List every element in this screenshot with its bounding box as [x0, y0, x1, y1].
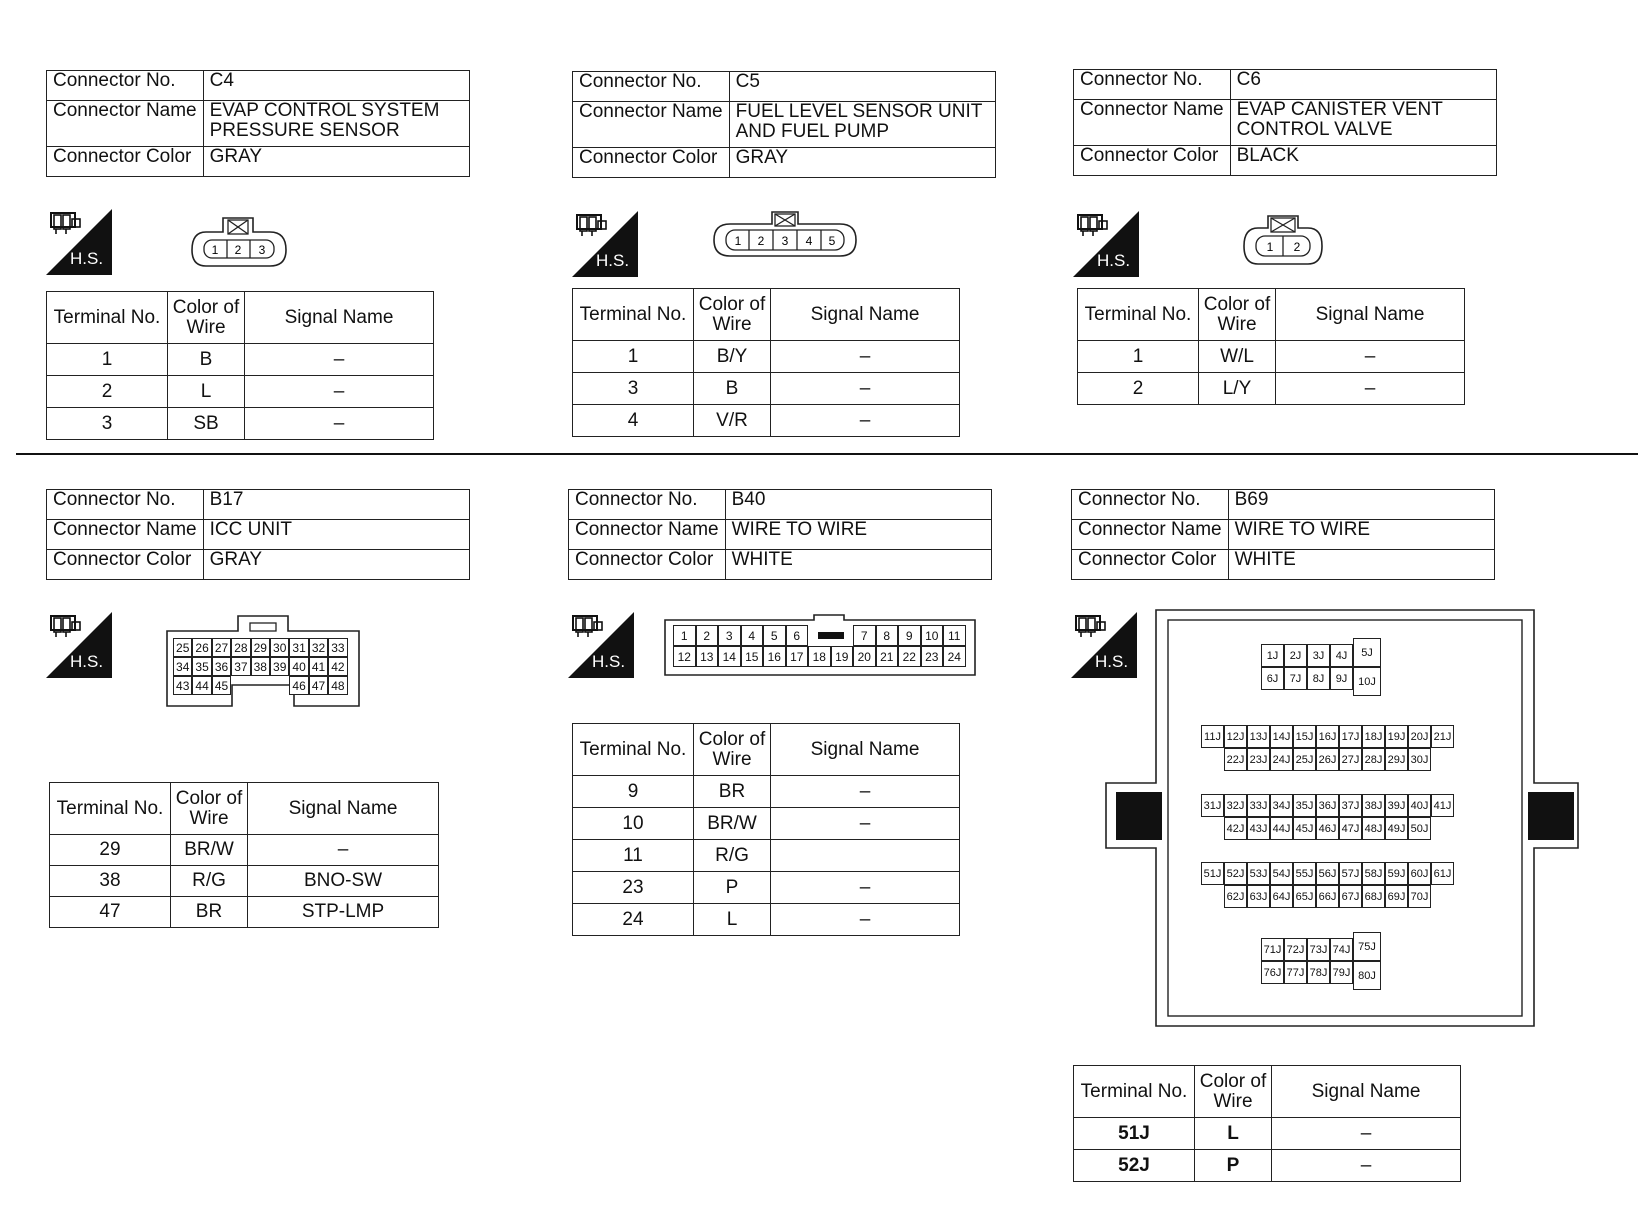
pin-6J: 6J — [1261, 667, 1284, 690]
connector-no-value: C5 — [729, 72, 995, 102]
connector-face-b40 — [664, 614, 976, 676]
pin-12J: 12J — [1224, 725, 1247, 748]
pin-63J: 63J — [1247, 885, 1270, 908]
pin-13J: 13J — [1247, 725, 1270, 748]
pin-68J: 68J — [1362, 885, 1385, 908]
signal-name-header: Signal Name — [1276, 289, 1465, 341]
pin-24: 24 — [943, 646, 966, 667]
pin-11: 11 — [943, 625, 966, 646]
connector-name-label: Connector Name — [573, 102, 730, 148]
hs-label: H.S. — [592, 652, 626, 671]
pin-40J: 40J — [1408, 794, 1431, 817]
hs-label: H.S. — [70, 652, 104, 671]
pin-4J: 4J — [1330, 644, 1353, 667]
pin-11J: 11J — [1201, 725, 1224, 748]
pin-9J: 9J — [1330, 667, 1353, 690]
connector-no-label: Connector No. — [47, 490, 204, 520]
signal-name-header: Signal Name — [771, 724, 960, 776]
pin-36: 36 — [212, 657, 231, 676]
pin-12: 12 — [673, 646, 696, 667]
pin-61J: 61J — [1431, 862, 1454, 885]
pin-6: 6 — [786, 625, 809, 646]
connector-name-value: EVAP CONTROL SYSTEM PRESSURE SENSOR — [203, 101, 469, 147]
connector-name-value: ICC UNIT — [203, 520, 469, 550]
connector-no-value: B69 — [1228, 490, 1494, 520]
pin-label: 3 — [258, 243, 266, 257]
connector-no-value: B17 — [203, 490, 469, 520]
connector-no-value: B40 — [725, 490, 991, 520]
hs-label: H.S. — [70, 249, 104, 268]
pin-19: 19 — [831, 646, 854, 667]
terminal-table-b17 — [49, 782, 439, 928]
terminal-table-b40 — [572, 723, 960, 936]
table-row: 24 L – — [573, 904, 960, 936]
table-row: 3 B – — [573, 373, 960, 405]
pin-45J: 45J — [1293, 817, 1316, 840]
wire-color-header: Color of Wire — [1195, 1066, 1272, 1118]
pin-45: 45 — [212, 676, 231, 695]
wire-color-header: Color of Wire — [1199, 289, 1276, 341]
pin-24J: 24J — [1270, 748, 1293, 771]
pin-42: 42 — [328, 657, 347, 676]
hs-icon — [572, 211, 638, 277]
pin-59J: 59J — [1385, 862, 1408, 885]
pin-62J: 62J — [1224, 885, 1247, 908]
connector-name-value: WIRE TO WIRE — [725, 520, 991, 550]
pin-16J: 16J — [1316, 725, 1339, 748]
pin-44: 44 — [192, 676, 211, 695]
table-row: 2 L/Y – — [1078, 373, 1465, 405]
connector-no-label: Connector No. — [47, 71, 204, 101]
pin-65J: 65J — [1293, 885, 1316, 908]
connector-color-label: Connector Color — [47, 550, 204, 580]
pin-72J: 72J — [1284, 938, 1307, 961]
pin-39J: 39J — [1385, 794, 1408, 817]
pin-28: 28 — [231, 638, 250, 657]
pin-15: 15 — [741, 646, 764, 667]
pin-78J: 78J — [1307, 961, 1330, 984]
terminal-table-c4 — [46, 291, 434, 440]
connector-name-label: Connector Name — [47, 520, 204, 550]
wire-color-header: Color of Wire — [171, 783, 248, 835]
pin-41J: 41J — [1431, 794, 1454, 817]
pin-20: 20 — [853, 646, 876, 667]
table-row: 4 V/R – — [573, 405, 960, 437]
pin-29J: 29J — [1385, 748, 1408, 771]
pin-8: 8 — [876, 625, 899, 646]
pin-77J: 77J — [1284, 961, 1307, 984]
pin-17J: 17J — [1339, 725, 1362, 748]
connector-no-label: Connector No. — [1074, 70, 1231, 100]
pin-35: 35 — [192, 657, 211, 676]
pin-48J: 48J — [1362, 817, 1385, 840]
section-divider — [16, 453, 1638, 455]
pin-18: 18 — [808, 646, 831, 667]
connector-no-label: Connector No. — [1072, 490, 1229, 520]
pin-30J: 30J — [1408, 748, 1431, 771]
pin-34: 34 — [173, 657, 192, 676]
connector-color-value: GRAY — [203, 147, 469, 177]
table-row: 1 B/Y – — [573, 341, 960, 373]
connector-info-c4 — [46, 70, 470, 177]
pin-3J: 3J — [1307, 644, 1330, 667]
connector-color-label: Connector Color — [47, 147, 204, 177]
table-row: 11 R/G — [573, 840, 960, 872]
pin-32J: 32J — [1224, 794, 1247, 817]
pin-75J: 75J — [1353, 932, 1381, 961]
connector-face-c4 — [190, 214, 288, 270]
pin-4: 4 — [741, 625, 764, 646]
terminal-no-header: Terminal No. — [47, 292, 168, 344]
pin-53J: 53J — [1247, 862, 1270, 885]
pin-21: 21 — [876, 646, 899, 667]
pin-33J: 33J — [1247, 794, 1270, 817]
pin-52J: 52J — [1224, 862, 1247, 885]
pin-26: 26 — [192, 638, 211, 657]
connector-name-label: Connector Name — [47, 101, 204, 147]
pin-33: 33 — [328, 638, 347, 657]
connector-color-value: BLACK — [1230, 146, 1496, 176]
pin-35J: 35J — [1293, 794, 1316, 817]
connector-color-label: Connector Color — [573, 148, 730, 178]
pin-23J: 23J — [1247, 748, 1270, 771]
pin-21J: 21J — [1431, 725, 1454, 748]
pin-47: 47 — [309, 676, 328, 695]
connector-color-label: Connector Color — [569, 550, 726, 580]
terminal-no-header: Terminal No. — [1078, 289, 1199, 341]
connector-info-c6 — [1073, 69, 1497, 176]
pin-38: 38 — [251, 657, 270, 676]
pin-19J: 19J — [1385, 725, 1408, 748]
table-row: 38 R/G BNO-SW — [50, 866, 439, 897]
hs-icon — [1073, 211, 1139, 277]
connector-name-label: Connector Name — [1072, 520, 1229, 550]
table-row: 23 P – — [573, 872, 960, 904]
terminal-no-header: Terminal No. — [573, 724, 694, 776]
pin-64J: 64J — [1270, 885, 1293, 908]
pin-label: 2 — [757, 234, 765, 248]
pin-3: 3 — [718, 625, 741, 646]
pin-9: 9 — [898, 625, 921, 646]
pin-58J: 58J — [1362, 862, 1385, 885]
connector-color-value: WHITE — [1228, 550, 1494, 580]
pin-46J: 46J — [1316, 817, 1339, 840]
pin-label: 1 — [1266, 240, 1274, 254]
pin-27: 27 — [212, 638, 231, 657]
pin-39: 39 — [270, 657, 289, 676]
hs-label: H.S. — [1097, 251, 1131, 270]
pin-10J: 10J — [1353, 667, 1381, 696]
pin-31J: 31J — [1201, 794, 1224, 817]
pin-36J: 36J — [1316, 794, 1339, 817]
pin-37J: 37J — [1339, 794, 1362, 817]
pin-label: 2 — [1293, 240, 1301, 254]
pin-10: 10 — [921, 625, 944, 646]
pin-67J: 67J — [1339, 885, 1362, 908]
pin-41: 41 — [309, 657, 328, 676]
connector-color-label: Connector Color — [1072, 550, 1229, 580]
pin-30: 30 — [270, 638, 289, 657]
pin-17: 17 — [786, 646, 809, 667]
pin-50J: 50J — [1408, 817, 1431, 840]
pin-71J: 71J — [1261, 938, 1284, 961]
connector-info-b40 — [568, 489, 992, 580]
connector-no-label: Connector No. — [573, 72, 730, 102]
signal-name-header: Signal Name — [1272, 1066, 1461, 1118]
table-row: 1 B – — [47, 344, 434, 376]
pin-48: 48 — [328, 676, 347, 695]
pin-label: 2 — [234, 243, 242, 257]
pin-44J: 44J — [1270, 817, 1293, 840]
terminal-table-b69 — [1073, 1065, 1461, 1182]
pin-54J: 54J — [1270, 862, 1293, 885]
pin-74J: 74J — [1330, 938, 1353, 961]
pin-label: 1 — [734, 234, 742, 248]
connector-face-b17 — [166, 615, 360, 707]
pin-31: 31 — [289, 638, 308, 657]
pin-1: 1 — [673, 625, 696, 646]
pin-5: 5 — [763, 625, 786, 646]
pin-46: 46 — [289, 676, 308, 695]
table-row: 29 BR/W – — [50, 835, 439, 866]
pin-49J: 49J — [1385, 817, 1408, 840]
pin-22: 22 — [898, 646, 921, 667]
signal-name-header: Signal Name — [771, 289, 960, 341]
pin-16: 16 — [763, 646, 786, 667]
pin-55J: 55J — [1293, 862, 1316, 885]
pin-57J: 57J — [1339, 862, 1362, 885]
pin-15J: 15J — [1293, 725, 1316, 748]
connector-color-value: GRAY — [729, 148, 995, 178]
pin-40: 40 — [289, 657, 308, 676]
pin-5J: 5J — [1353, 638, 1381, 667]
signal-name-header: Signal Name — [248, 783, 439, 835]
pin-42J: 42J — [1224, 817, 1247, 840]
pin-73J: 73J — [1307, 938, 1330, 961]
pin-20J: 20J — [1408, 725, 1431, 748]
pin-25J: 25J — [1293, 748, 1316, 771]
connector-no-value: C4 — [203, 71, 469, 101]
pin-32: 32 — [309, 638, 328, 657]
pin-60J: 60J — [1408, 862, 1431, 885]
connector-color-label: Connector Color — [1074, 146, 1231, 176]
pin-label: 1 — [211, 243, 219, 257]
pin-76J: 76J — [1261, 961, 1284, 984]
wire-color-header: Color of Wire — [694, 724, 771, 776]
pin-13: 13 — [696, 646, 719, 667]
terminal-table-c6 — [1077, 288, 1465, 405]
connector-name-label: Connector Name — [1074, 100, 1231, 146]
connector-name-value: FUEL LEVEL SENSOR UNIT AND FUEL PUMP — [729, 102, 995, 148]
pin-70J: 70J — [1408, 885, 1431, 908]
terminal-no-header: Terminal No. — [573, 289, 694, 341]
connector-info-b17 — [46, 489, 470, 580]
hs-icon — [46, 612, 112, 678]
pin-29: 29 — [251, 638, 270, 657]
pin-18J: 18J — [1362, 725, 1385, 748]
connector-color-value: WHITE — [725, 550, 991, 580]
pin-34J: 34J — [1270, 794, 1293, 817]
pin-1J: 1J — [1261, 644, 1284, 667]
connector-face-c5 — [712, 210, 858, 260]
hs-label: H.S. — [596, 251, 630, 270]
wire-color-header: Color of Wire — [694, 289, 771, 341]
pin-28J: 28J — [1362, 748, 1385, 771]
pin-27J: 27J — [1339, 748, 1362, 771]
table-row: 51J L – — [1074, 1118, 1461, 1150]
pin-2J: 2J — [1284, 644, 1307, 667]
connector-name-value: WIRE TO WIRE — [1228, 520, 1494, 550]
pin-25: 25 — [173, 638, 192, 657]
connector-name-label: Connector Name — [569, 520, 726, 550]
pin-47J: 47J — [1339, 817, 1362, 840]
connector-color-value: GRAY — [203, 550, 469, 580]
pin-label: 4 — [805, 234, 813, 248]
pin-7: 7 — [853, 625, 876, 646]
terminal-no-header: Terminal No. — [1074, 1066, 1195, 1118]
wire-color-header: Color of Wire — [168, 292, 245, 344]
table-row: 1 W/L – — [1078, 341, 1465, 373]
connector-info-b69 — [1071, 489, 1495, 580]
pin-8J: 8J — [1307, 667, 1330, 690]
pin-79J: 79J — [1330, 961, 1353, 984]
pin-51J: 51J — [1201, 862, 1224, 885]
pin-56J: 56J — [1316, 862, 1339, 885]
pin-label: 5 — [828, 234, 836, 248]
pin-22J: 22J — [1224, 748, 1247, 771]
connector-no-value: C6 — [1230, 70, 1496, 100]
pin-69J: 69J — [1385, 885, 1408, 908]
connector-info-c5 — [572, 71, 996, 178]
connector-name-value: EVAP CANISTER VENT CONTROL VALVE — [1230, 100, 1496, 146]
pin-2: 2 — [696, 625, 719, 646]
table-row: 3 SB – — [47, 408, 434, 440]
pin-37: 37 — [231, 657, 250, 676]
pin-23: 23 — [921, 646, 944, 667]
table-row: 10 BR/W – — [573, 808, 960, 840]
connector-face-c6 — [1242, 212, 1324, 268]
table-row: 47 BR STP-LMP — [50, 897, 439, 928]
table-row: 9 BR – — [573, 776, 960, 808]
pin-38J: 38J — [1362, 794, 1385, 817]
signal-name-header: Signal Name — [245, 292, 434, 344]
pin-66J: 66J — [1316, 885, 1339, 908]
pin-7J: 7J — [1284, 667, 1307, 690]
terminal-no-header: Terminal No. — [50, 783, 171, 835]
pin-label: 3 — [781, 234, 789, 248]
connector-face-b69 — [1104, 608, 1580, 1028]
pin-14J: 14J — [1270, 725, 1293, 748]
pin-26J: 26J — [1316, 748, 1339, 771]
pin-43: 43 — [173, 676, 192, 695]
hs-icon — [46, 209, 112, 275]
pin-14: 14 — [718, 646, 741, 667]
hs-icon — [568, 612, 634, 678]
table-row: 2 L – — [47, 376, 434, 408]
connector-no-label: Connector No. — [569, 490, 726, 520]
table-row: 52J P – — [1074, 1150, 1461, 1182]
terminal-table-c5 — [572, 288, 960, 437]
hs-label: H.S. — [1095, 652, 1129, 671]
pin-43J: 43J — [1247, 817, 1270, 840]
pin-80J: 80J — [1353, 961, 1381, 990]
